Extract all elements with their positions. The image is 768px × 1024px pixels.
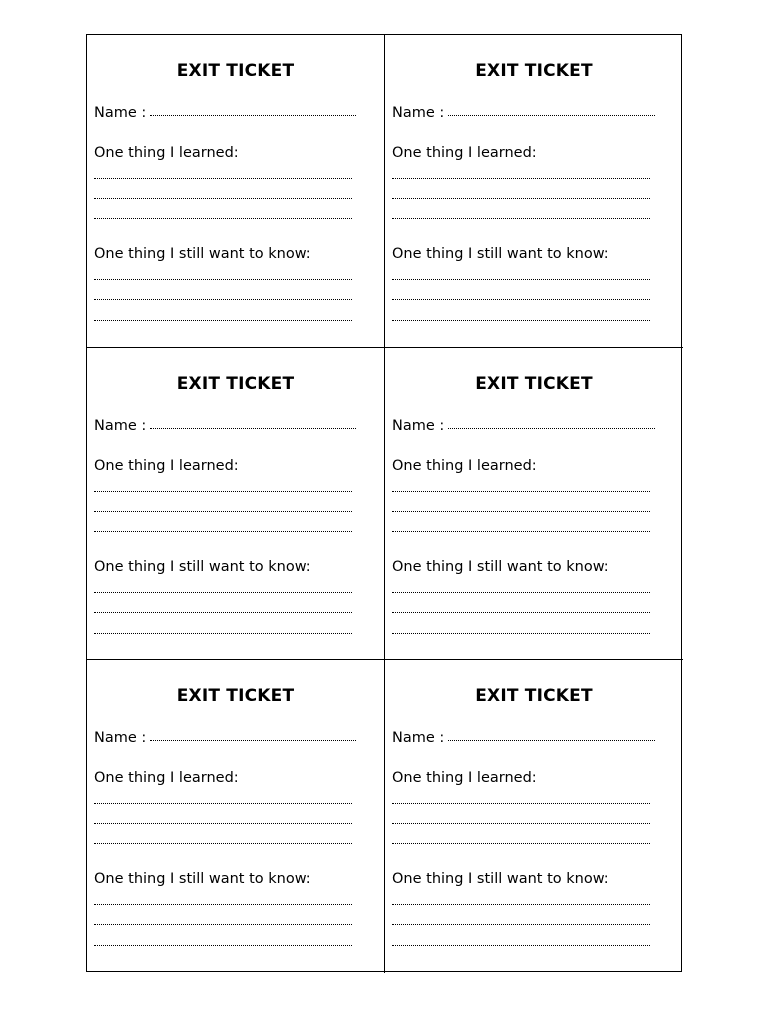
ticket-title: EXIT TICKET: [475, 686, 593, 706]
learned-write-line[interactable]: [392, 823, 650, 824]
ticket-title: EXIT TICKET: [176, 374, 295, 394]
exit-ticket-1: [87, 35, 385, 348]
wonder-write-line[interactable]: [392, 904, 650, 905]
learned-label: One thing I learned:: [392, 458, 537, 474]
wonder-write-line[interactable]: [94, 924, 352, 925]
name-row: [94, 104, 356, 121]
name-write-line[interactable]: [448, 416, 655, 429]
wonder-write-line[interactable]: [94, 633, 352, 634]
learned-write-line[interactable]: [392, 843, 650, 844]
ticket-title: EXIT TICKET: [475, 374, 593, 394]
name-label: Name :: [392, 105, 445, 121]
name-write-line[interactable]: [448, 103, 655, 116]
ticket-title: EXIT TICKET: [176, 686, 295, 706]
name-row: [94, 729, 356, 746]
wonder-label: One thing I still want to know:: [392, 559, 609, 575]
learned-write-line[interactable]: [94, 178, 352, 179]
learned-write-line[interactable]: [94, 491, 352, 492]
wonder-write-line[interactable]: [392, 299, 650, 300]
wonder-write-line[interactable]: [392, 320, 650, 321]
exit-ticket-2: [385, 35, 683, 348]
name-row: [392, 417, 655, 434]
learned-write-line[interactable]: [392, 511, 650, 512]
ticket-title: EXIT TICKET: [176, 61, 295, 81]
learned-write-line[interactable]: [392, 218, 650, 219]
wonder-write-line[interactable]: [94, 320, 352, 321]
name-label: Name :: [94, 105, 147, 121]
wonder-write-line[interactable]: [392, 924, 650, 925]
name-write-line[interactable]: [150, 728, 356, 741]
learned-write-line[interactable]: [94, 803, 352, 804]
exit-ticket-sheet: [86, 34, 682, 972]
exit-ticket-4: [385, 348, 683, 660]
learned-write-line[interactable]: [94, 511, 352, 512]
learned-write-line[interactable]: [392, 803, 650, 804]
learned-label: One thing I learned:: [94, 145, 239, 161]
wonder-write-line[interactable]: [94, 279, 352, 280]
name-label: Name :: [392, 418, 445, 434]
learned-write-line[interactable]: [94, 531, 352, 532]
learned-write-line[interactable]: [392, 531, 650, 532]
learned-write-line[interactable]: [94, 843, 352, 844]
wonder-label: One thing I still want to know:: [94, 871, 311, 887]
wonder-write-line[interactable]: [94, 904, 352, 905]
learned-write-line[interactable]: [94, 823, 352, 824]
wonder-label: One thing I still want to know:: [94, 246, 311, 262]
exit-ticket-5: [87, 660, 385, 973]
wonder-write-line[interactable]: [392, 279, 650, 280]
learned-write-line[interactable]: [94, 198, 352, 199]
name-label: Name :: [392, 730, 445, 746]
name-write-line[interactable]: [150, 416, 356, 429]
wonder-write-line[interactable]: [392, 633, 650, 634]
learned-label: One thing I learned:: [392, 770, 537, 786]
wonder-write-line[interactable]: [94, 945, 352, 946]
name-label: Name :: [94, 418, 147, 434]
name-write-line[interactable]: [150, 103, 356, 116]
wonder-write-line[interactable]: [392, 612, 650, 613]
learned-label: One thing I learned:: [392, 145, 537, 161]
name-row: [392, 729, 655, 746]
learned-write-line[interactable]: [392, 491, 650, 492]
name-write-line[interactable]: [448, 728, 655, 741]
ticket-title: EXIT TICKET: [475, 61, 593, 81]
wonder-label: One thing I still want to know:: [392, 246, 609, 262]
learned-write-line[interactable]: [94, 218, 352, 219]
learned-label: One thing I learned:: [94, 458, 239, 474]
name-label: Name :: [94, 730, 147, 746]
exit-ticket-3: [87, 348, 385, 660]
wonder-write-line[interactable]: [94, 299, 352, 300]
wonder-write-line[interactable]: [94, 612, 352, 613]
exit-ticket-6: [385, 660, 683, 973]
learned-label: One thing I learned:: [94, 770, 239, 786]
wonder-label: One thing I still want to know:: [392, 871, 609, 887]
wonder-write-line[interactable]: [392, 945, 650, 946]
wonder-write-line[interactable]: [392, 592, 650, 593]
name-row: [94, 417, 356, 434]
wonder-write-line[interactable]: [94, 592, 352, 593]
wonder-label: One thing I still want to know:: [94, 559, 311, 575]
learned-write-line[interactable]: [392, 178, 650, 179]
learned-write-line[interactable]: [392, 198, 650, 199]
name-row: [392, 104, 655, 121]
